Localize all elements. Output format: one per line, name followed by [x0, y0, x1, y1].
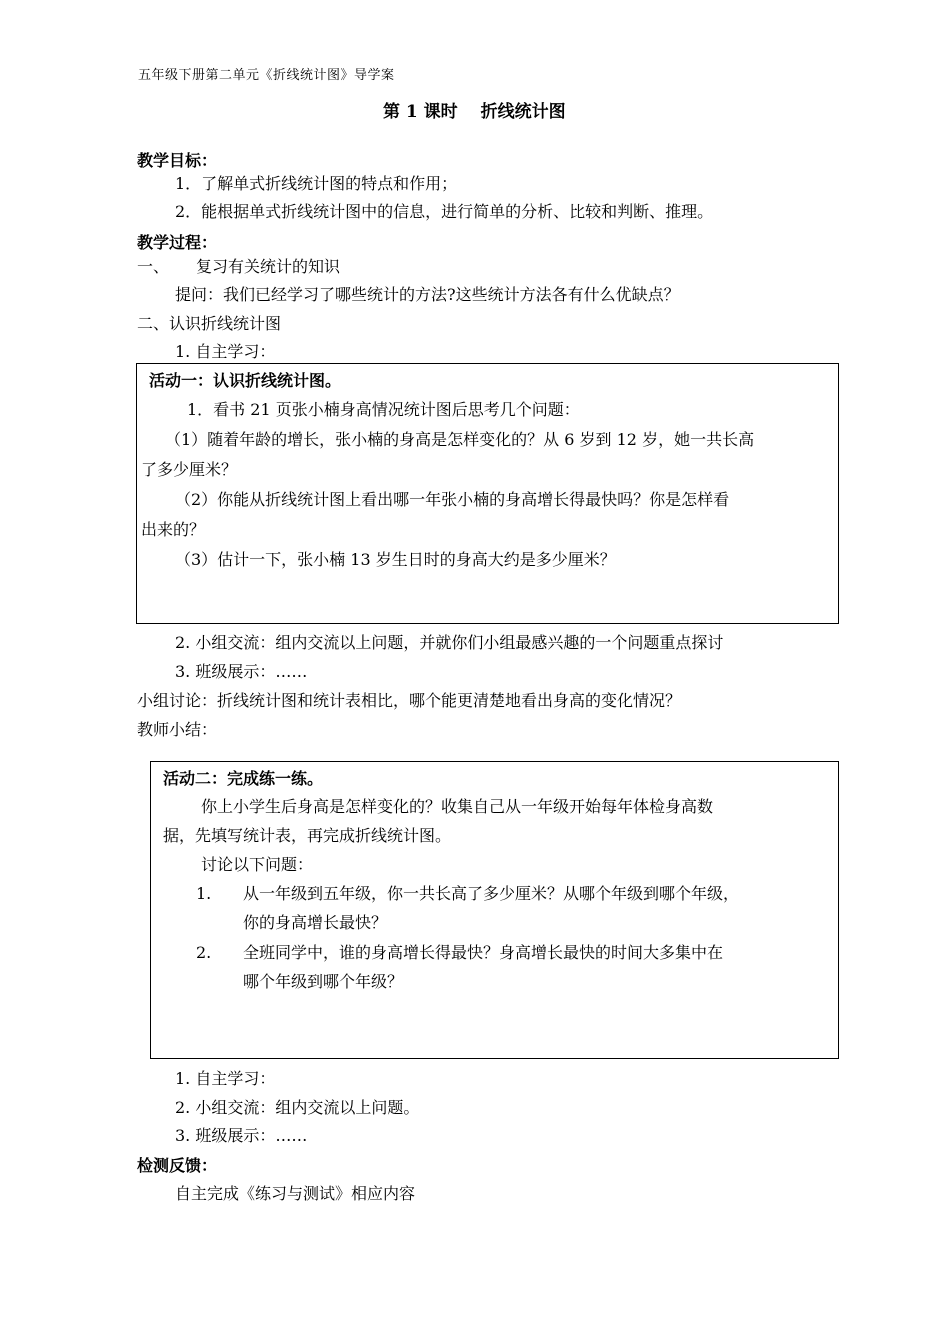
- group-discussion: 小组讨论：折线统计图和统计表相比，哪个能更清楚地看出身高的变化情况？: [137, 691, 682, 710]
- question-2-line-1: 全班同学中，谁的身高增长得最快？身高增长最快的时间大多集中在: [243, 943, 724, 962]
- lesson-title: 第 1 课时 折线统计图: [383, 102, 566, 122]
- activity-2-box: [150, 761, 839, 1059]
- feedback-text: 自主完成《练习与测试》相应内容: [175, 1184, 416, 1203]
- activity-1-line-2: （1）随着年龄的增长，张小楠的身高是怎样变化的？从 6 岁到 12 岁，她一共长高: [165, 430, 755, 449]
- group-exchange-1: 2. 小组交流：组内交流以上问题，并就你们小组最感兴趣的一个问题重点探讨: [175, 633, 724, 652]
- activity-1-line-3: 了多少厘米？: [141, 460, 238, 479]
- section-2-title: 二、认识折线统计图: [137, 314, 282, 333]
- activity-1-line-5: 出来的？: [141, 520, 206, 539]
- activity-1-title: 活动一：认识折线统计图。: [149, 371, 342, 390]
- activity-2-title: 活动二：完成练一练。: [163, 769, 324, 788]
- activity-2-intro-1: 你上小学生后身高是怎样变化的？收集自己从一年级开始每年体检身高数: [201, 797, 714, 816]
- class-show-2: 3. 班级展示：……: [175, 1126, 308, 1145]
- discuss-label: 讨论以下问题：: [201, 855, 314, 874]
- question-2-number: 2.: [196, 943, 212, 962]
- group-exchange-2: 2. 小组交流：组内交流以上问题。: [175, 1098, 420, 1117]
- self-study-2: 1. 自主学习：: [175, 1069, 276, 1088]
- section-1-number: 一、: [137, 257, 170, 276]
- self-study-label: 1. 自主学习：: [175, 342, 276, 361]
- activity-1-box: [136, 363, 839, 624]
- activity-1-line-1: 1．看书 21 页张小楠身高情况统计图后思考几个问题：: [187, 400, 580, 419]
- section-1-title: 复习有关统计的知识: [196, 257, 341, 276]
- goal-item-2: 2．能根据单式折线统计图中的信息，进行简单的分析、比较和判断、推理。: [175, 202, 714, 221]
- question-1-number: 1.: [196, 884, 212, 903]
- process-heading: 教学过程：: [137, 233, 218, 252]
- activity-2-intro-2: 据，先填写统计表，再完成折线统计图。: [163, 826, 452, 845]
- question-1-line-1: 从一年级到五年级，你一共长高了多少厘米？从哪个年级到哪个年级，: [243, 884, 740, 903]
- review-question: 提问：我们已经学习了哪些统计的方法?这些统计方法各有什么优缺点？: [175, 285, 680, 304]
- goal-item-1: 1．了解单式折线统计图的特点和作用；: [175, 174, 458, 193]
- goals-heading: 教学目标：: [137, 151, 218, 170]
- document-header: 五年级下册第二单元《折线统计图》导学案: [138, 68, 395, 83]
- question-2-line-2: 哪个年级到哪个年级？: [243, 972, 404, 991]
- question-1-line-2: 你的身高增长最快？: [243, 913, 388, 932]
- teacher-summary: 教师小结：: [137, 720, 218, 739]
- feedback-heading: 检测反馈：: [137, 1156, 218, 1175]
- class-show-1: 3. 班级展示：……: [175, 662, 308, 681]
- activity-1-line-6: （3）估计一下，张小楠 13 岁生日时的身高大约是多少厘米？: [175, 550, 616, 569]
- activity-1-line-4: （2）你能从折线统计图上看出哪一年张小楠的身高增长得最快吗？你是怎样看: [175, 490, 730, 509]
